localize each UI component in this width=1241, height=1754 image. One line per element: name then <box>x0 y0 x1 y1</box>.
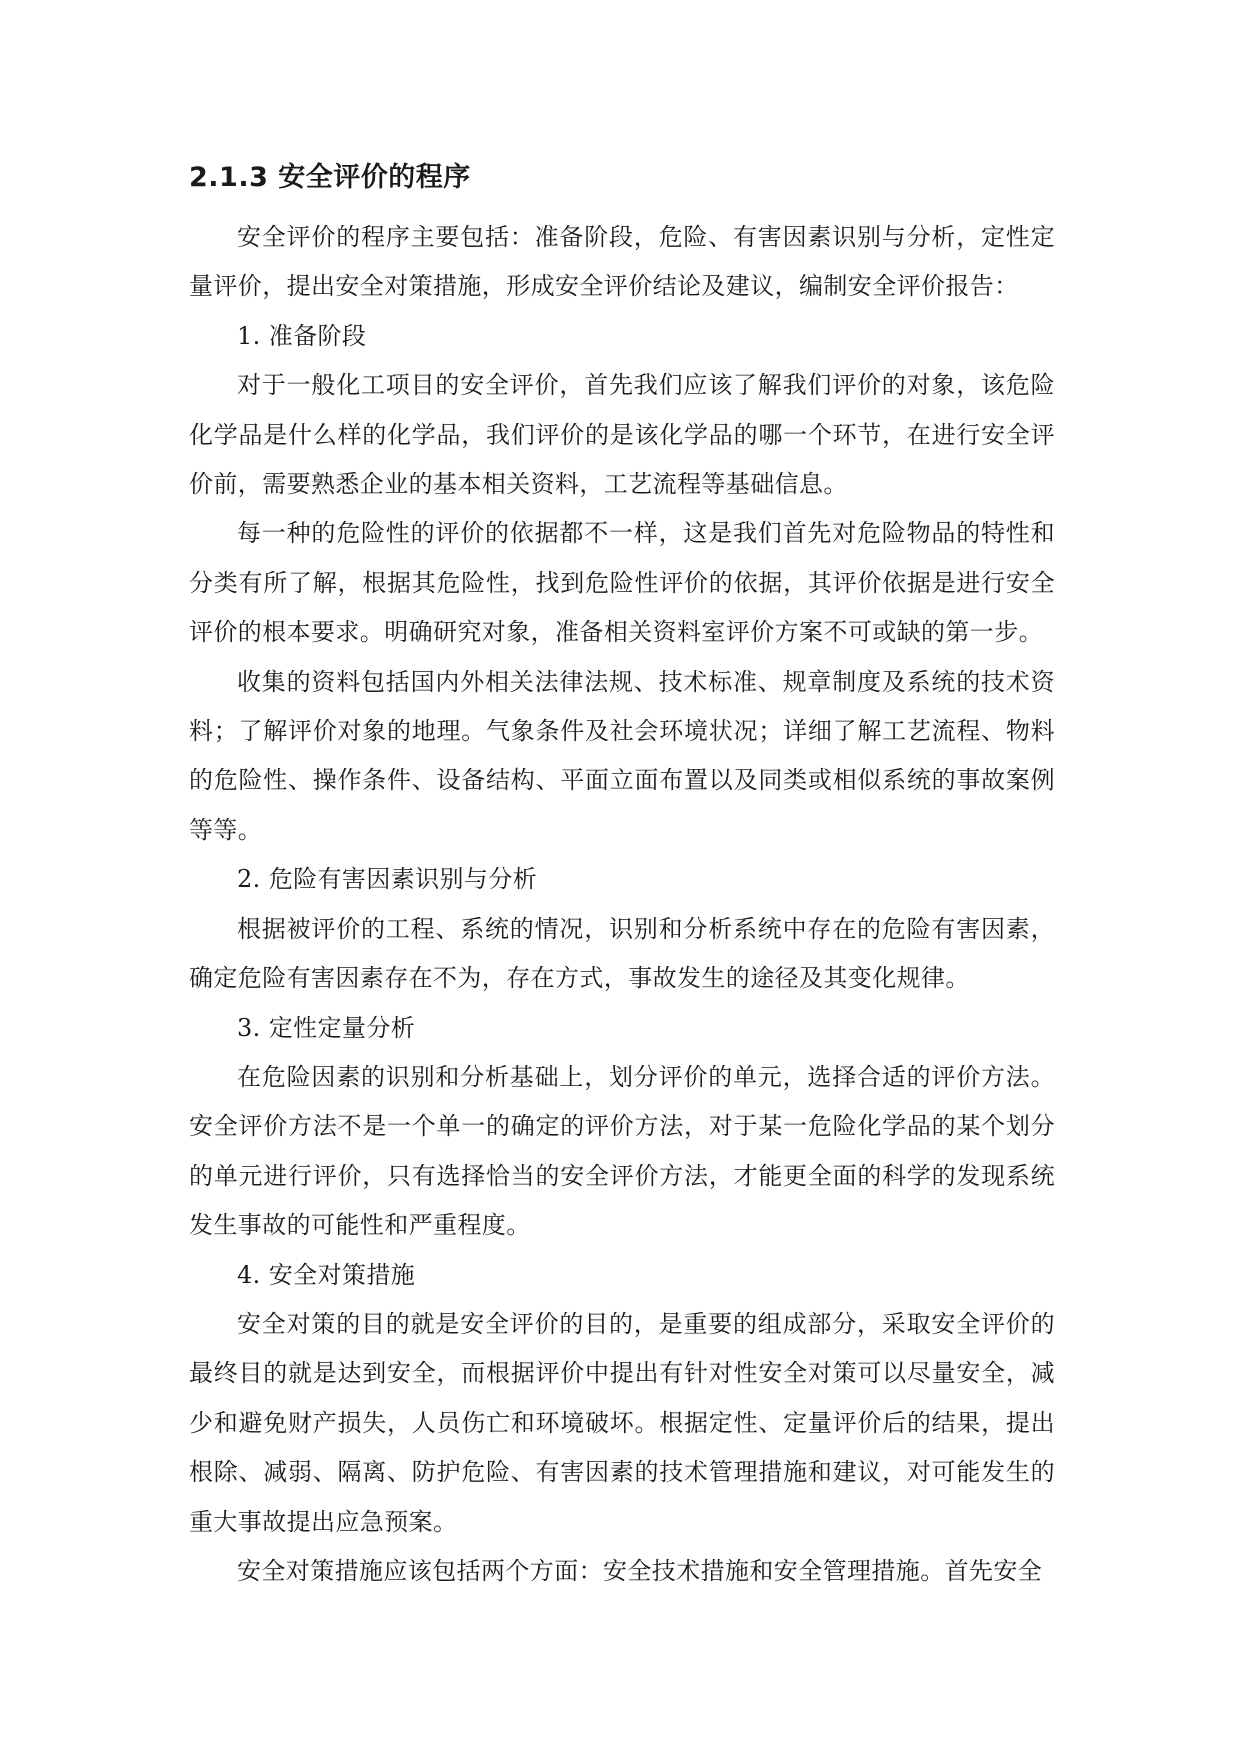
step4-paragraph-1: 安全对策的目的就是安全评价的目的，是重要的组成部分，采取安全评价的最终目的就是达到安全，而根据评价中提出有针对性安全对策可以尽量安全，减少和避免财产损失，人员伤亡和环境破坏。根据定性、定量评价后的结果，提出根除、减弱、隔离、防护危险、有害因素的技术管理措施和建议，对可能发生的重大事故提出应急预案。 <box>189 1309 1055 1536</box>
step3-title: 3. 定性定量分析 <box>237 1013 416 1042</box>
step1-paragraph-2: 每一种的危险性的评价的依据都不一样，这是我们首先对危险物品的特性和分类有所了解，根据其危险性，找到危险性评价的依据，其评价依据是进行安全评价的根本要求。明确研究对象，准备相关资料室评价方案不可或缺的第一步。 <box>189 519 1055 647</box>
step2-title: 2. 危险有害因素识别与分析 <box>237 865 538 894</box>
step4-paragraph-2: 安全对策措施应该包括两个方面：安全技术措施和安全管理措施。首先安全 <box>237 1556 1043 1585</box>
step1-paragraph-3: 收集的资料包括国内外相关法律法规、技术标准、规章制度及系统的技术资料；了解评价对象的地理。气象条件及社会环境状况；详细了解工艺流程、物料的危险性、操作条件、设备结构、平面立面布置以及同类或相似系统的事故案例等等。 <box>189 667 1055 844</box>
intro-paragraph: 安全评价的程序主要包括：准备阶段，危险、有害因素识别与分析，定性定量评价，提出安全对策措施，形成安全评价结论及建议，编制安全评价报告： <box>189 223 1055 301</box>
step3-paragraph-1: 在危险因素的识别和分析基础上，划分评价的单元，选择合适的评价方法。安全评价方法不是一个单一的确定的评价方法，对于某一危险化学品的某个划分的单元进行评价，只有选择恰当的安全评价方法，才能更全面的科学的发现系统发生事故的可能性和严重程度。 <box>189 1062 1055 1240</box>
step1-paragraph-1: 对于一般化工项目的安全评价，首先我们应该了解我们评价的对象，该危险化学品是什么样的化学品，我们评价的是该化学品的哪一个环节，在进行安全评价前，需要熟悉企业的基本相关资料，工艺流程等基础信息。 <box>189 371 1055 499</box>
section-heading: 2.1.3 安全评价的程序 <box>189 162 471 193</box>
step1-title: 1. 准备阶段 <box>237 321 367 350</box>
document-page <box>189 158 1055 1596</box>
step4-title: 4. 安全对策措施 <box>237 1260 416 1289</box>
step2-paragraph-1: 根据被评价的工程、系统的情况，识别和分析系统中存在的危险有害因素，确定危险有害因素存在不为，存在方式，事故发生的途径及其变化规律。 <box>189 914 1055 993</box>
